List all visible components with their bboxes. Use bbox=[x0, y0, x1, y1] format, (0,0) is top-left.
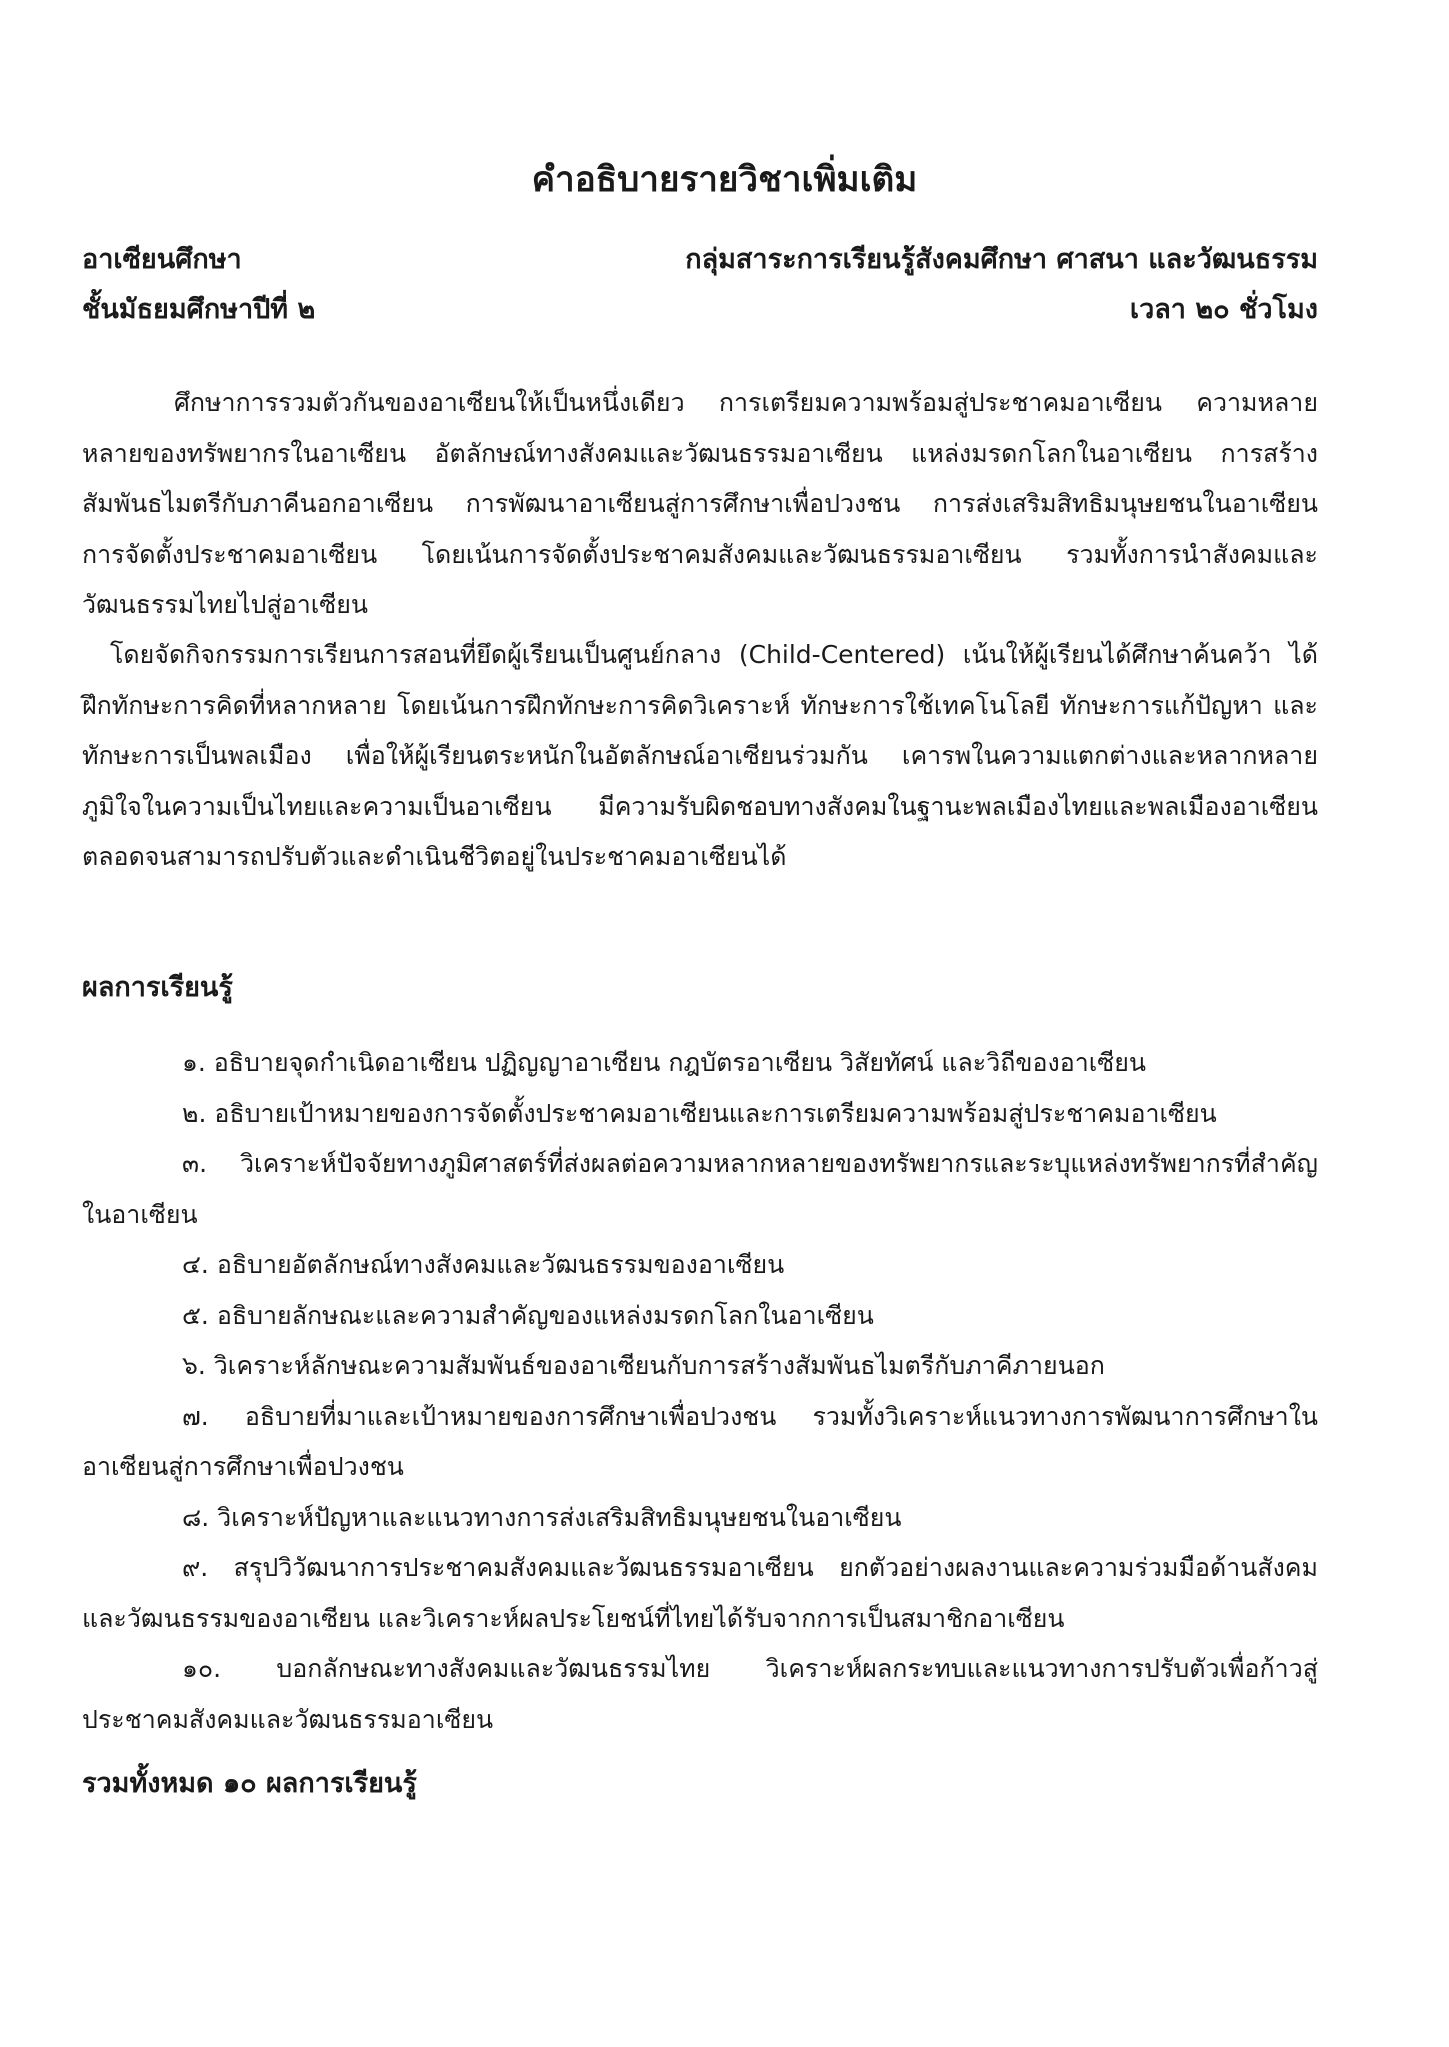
description-paragraph-2: โดยจัดกิจกรรมการเรียนการสอนที่ยึดผู้เรียนเป็นศูนย์กลาง (Child-Centered) เน้นให้ผู้เรียนได้ศึกษาค้นคว้า ได้ฝึกทักษะการคิดที่หลากหลาย โดยเน้นการฝึกทักษะการคิดวิเคราะห์ ทักษะการใช้เทคโนโลยี ทักษะการแก้ปัญหา และทักษะการเป็นพลเมือง เพื่อให้ผู้เรียนตระหนักในอัตลักษณ์อาเซียนร่วมกัน เคารพในความแตกต่างและหลากหลาย ภูมิใจในความเป็นไทยและความเป็นอาเซียน มีความรับผิดชอบทางสังคมในฐานะพลเมืองไทยและพลเมืองอาเซียน ตลอดจนสามารถปรับตัวและดำเนินชีวิตอยู่ในประชาคมอาเซียนได้ bbox=[82, 640, 1318, 871]
learning-outcome-item: ๖. วิเคราะห์ลักษณะความสัมพันธ์ของอาเซียนกับการสร้างสัมพันธไมตรีกับภาคีภายนอก bbox=[182, 1351, 1105, 1380]
learning-outcome-item: ๔. อธิบายอัตลักษณ์ทางสังคมและวัฒนธรรมของอาเซียน bbox=[182, 1250, 785, 1279]
header-row-course bbox=[82, 238, 1318, 282]
course-duration: เวลา ๒๐ ชั่วโมง bbox=[1129, 294, 1318, 325]
learning-outcome-item: ๑. อธิบายจุดกำเนิดอาเซียน ปฏิญญาอาเซียน กฎบัตรอาเซียน วิสัยทัศน์ และวิถีของอาเซียน bbox=[182, 1048, 1147, 1077]
course-name: อาเซียนศึกษา bbox=[82, 244, 242, 275]
learning-outcome-item: ๘. วิเคราะห์ปัญหาและแนวทางการส่งเสริมสิทธิมนุษยชนในอาเซียน bbox=[182, 1502, 902, 1532]
document-title: คำอธิบายรายวิชาเพิ่มเติม bbox=[531, 160, 918, 200]
header-row-grade bbox=[82, 288, 1318, 332]
learning-outcomes-heading: ผลการเรียนรู้ bbox=[82, 972, 233, 1003]
learning-outcome-item: ๗. อธิบายที่มาและเป้าหมายของการศึกษาเพื่อปวงชน รวมทั้งวิเคราะห์แนวทางการพัฒนาการศึกษาในอาเซียนสู่การศึกษาเพื่อปวงชน bbox=[82, 1401, 1318, 1481]
learning-outcomes-list bbox=[82, 1038, 1318, 1745]
total-outcomes: รวมทั้งหมด ๑๐ ผลการเรียนรู้ bbox=[82, 1768, 417, 1799]
learning-outcome-item: ๑๐. บอกลักษณะทางสังคมและวัฒนธรรมไทย วิเคราะห์ผลกระทบและแนวทางการปรับตัวเพื่อก้าวสู่ประชาคมสังคมและวัฒนธรรมอาเซียน bbox=[82, 1654, 1318, 1734]
learning-outcome-item: ๙. สรุปวิวัฒนาการประชาคมสังคมและวัฒนธรรมอาเซียน ยกตัวอย่างผลงานและความร่วมมือด้านสังคมและวัฒนธรรมของอาเซียน และวิเคราะห์ผลประโยชน์ที่ไทยได้รับจากการเป็นสมาชิกอาเซียน bbox=[82, 1553, 1318, 1633]
subject-group: กลุ่มสาระการเรียนรู้สังคมศึกษา ศาสนา และวัฒนธรรม bbox=[685, 244, 1318, 275]
learning-outcome-item: ๕. อธิบายลักษณะและความสำคัญของแหล่งมรดกโลกในอาเซียน bbox=[182, 1300, 874, 1330]
description-paragraph-1: ศึกษาการรวมตัวกันของอาเซียนให้เป็นหนึ่งเดียว การเตรียมความพร้อมสู่ประชาคมอาเซียน ความหลายหลายของทรัพยากรในอาเซียน อัตลักษณ์ทางสังคมและวัฒนธรรมอาเซียน แหล่งมรดกโลกในอาเซียน การสร้างสัมพันธไมตรีกับภาคีนอกอาเซียน การพัฒนาอาเซียนสู่การศึกษาเพื่อปวงชน การส่งเสริมสิทธิมนุษยชนในอาเซียน การจัดตั้งประชาคมอาเซียน โดยเน้นการจัดตั้งประชาคมสังคมและวัฒนธรรมอาเซียน รวมทั้งการนำสังคมและวัฒนธรรมไทยไปสู่อาเซียน bbox=[82, 388, 1318, 619]
grade-level: ชั้นมัธยมศึกษาปีที่ ๒ bbox=[82, 294, 316, 325]
learning-outcome-item: ๒. อธิบายเป้าหมายของการจัดตั้งประชาคมอาเซียนและการเตรียมความพร้อมสู่ประชาคมอาเซียน bbox=[182, 1098, 1217, 1128]
learning-outcome-item: ๓. วิเคราะห์ปัจจัยทางภูมิศาสตร์ที่ส่งผลต่อความหลากหลายของทรัพยากรและระบุแหล่งทรัพยากรที่สำคัญในอาเซียน bbox=[82, 1149, 1318, 1229]
